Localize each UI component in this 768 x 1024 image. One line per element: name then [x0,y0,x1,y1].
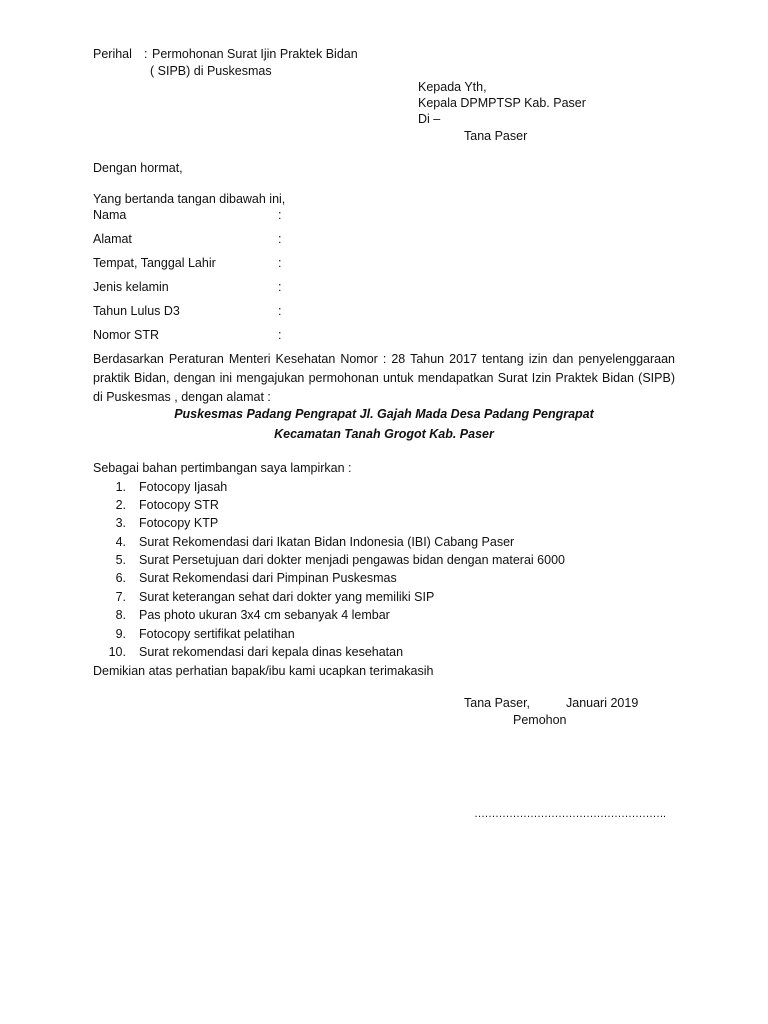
field-colon: : [278,208,282,222]
list-text: Surat keterangan sehat dari dokter yang memiliki SIP [139,590,435,604]
list-text: Fotocopy Ijasah [139,480,228,494]
list-number: 8. [115,608,126,622]
list-text: Surat Rekomendasi dari Ikatan Bidan Indonesia (IBI) Cabang Paser [139,535,515,549]
list-text: Fotocopy sertifikat pelatihan [139,627,295,641]
field-label-nomor-str: Nomor STR [93,328,159,342]
list-number: 10. [108,645,126,659]
field-label-jenis-kelamin: Jenis kelamin [93,280,169,294]
list-number: 3. [115,516,126,530]
list-text: Surat Persetujuan dari dokter menjadi pengawas bidan dengan materai 6000 [139,553,565,567]
field-colon: : [278,232,282,246]
closing-text: Demikian atas perhatian bapak/ibu kami ucapkan terimakasih [93,664,434,678]
field-label-tahun-lulus: Tahun Lulus D3 [93,304,180,318]
field-label-alamat: Alamat [93,232,132,246]
signature-place: Tana Paser, [464,696,531,710]
greeting: Dengan hormat, [93,161,183,175]
signature-role: Pemohon [513,713,567,727]
address-line-2: Kecamatan Tanah Grogot Kab. Paser [274,427,494,441]
recipient-line-2: Kepala DPMPTSP Kab. Paser [418,96,586,110]
address-line-1: Puskesmas Padang Pengrapat Jl. Gajah Mada Desa Padang Pengrapat [174,407,594,421]
signature-line: ………………………………………………. [474,808,666,820]
perihal-line-2: ( SIPB) di Puskesmas [150,64,272,78]
list-text: Pas photo ukuran 3x4 cm sebanyak 4 lembar [139,608,390,622]
body-paragraph: Berdasarkan Peraturan Menteri Kesehatan Nomor : 28 Tahun 2017 tentang izin dan penyelenggaraan praktik Bidan, dengan ini mengajukan permohonan untuk mendapatkan Surat Izin Praktek Bidan (SIPB) di Puskesmas , dengan alamat : [93,352,675,404]
recipient-line-4: Tana Paser [464,129,528,143]
attachments-intro: Sebagai bahan pertimbangan saya lampirkan : [93,461,352,475]
recipient-line-3: Di – [418,112,441,126]
list-number: 2. [115,498,126,512]
field-colon: : [278,304,282,318]
field-colon: : [278,256,282,270]
list-number: 6. [115,571,126,585]
field-label-nama: Nama [93,208,127,222]
signature-date: Januari 2019 [566,696,639,710]
intro-text: Yang bertanda tangan dibawah ini, [93,192,286,206]
field-colon: : [278,328,282,342]
field-label-ttl: Tempat, Tanggal Lahir [93,256,216,270]
list-text: Fotocopy KTP [139,516,219,530]
list-number: 1. [115,480,126,494]
list-number: 5. [115,553,126,567]
list-text: Surat rekomendasi dari kepala dinas kesehatan [139,645,404,659]
recipient-line-1: Kepada Yth, [418,80,487,94]
field-colon: : [278,280,282,294]
list-number: 7. [115,590,126,604]
perihal-separator: : [144,47,148,61]
list-number: 4. [115,535,126,549]
list-text: Surat Rekomendasi dari Pimpinan Puskesmas [139,571,397,585]
perihal-label: Perihal [93,47,132,61]
list-text: Fotocopy STR [139,498,219,512]
perihal-line-1: Permohonan Surat Ijin Praktek Bidan [152,47,358,61]
list-number: 9. [115,627,126,641]
